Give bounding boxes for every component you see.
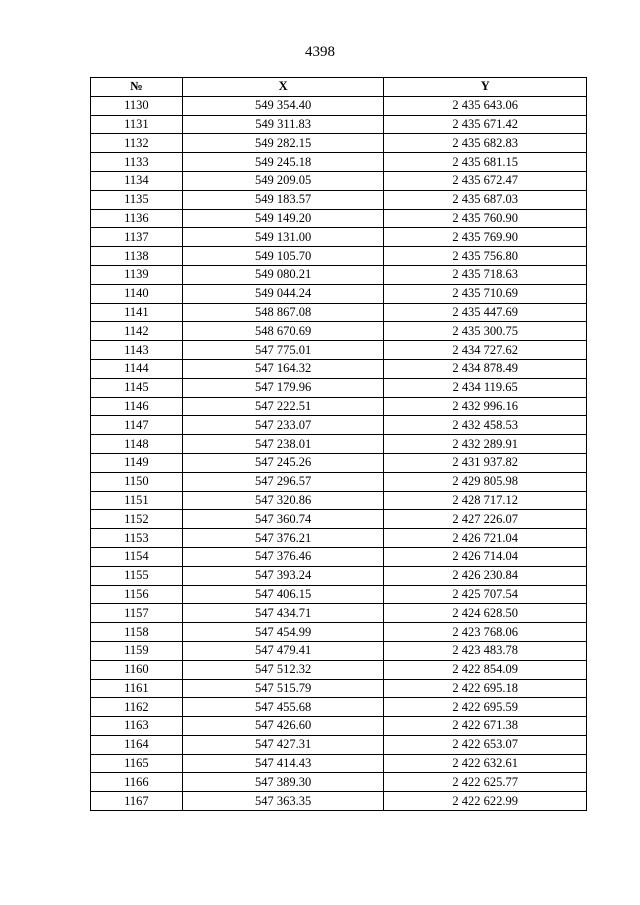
cell-x: 547 179.96 [182,378,384,397]
cell-y: 2 422 695.59 [384,698,587,717]
cell-number: 1133 [91,153,183,172]
cell-number: 1164 [91,735,183,754]
table-row [91,510,587,529]
cell-y: 2 422 854.09 [384,660,587,679]
cell-y: 2 435 681.15 [384,153,587,172]
cell-x: 547 426.60 [182,717,384,736]
table-row [91,679,587,698]
cell-number: 1147 [91,416,183,435]
cell-number: 1157 [91,604,183,623]
cell-number: 1136 [91,209,183,228]
cell-x: 547 360.74 [182,510,384,529]
table-row [91,303,587,322]
cell-number: 1158 [91,623,183,642]
cell-number: 1154 [91,547,183,566]
cell-x: 549 183.57 [182,190,384,209]
cell-x: 547 238.01 [182,435,384,454]
cell-number: 1130 [91,96,183,115]
cell-x: 547 222.51 [182,397,384,416]
table-row [91,171,587,190]
cell-x: 547 376.21 [182,529,384,548]
cell-x: 547 389.30 [182,773,384,792]
cell-y: 2 426 714.04 [384,547,587,566]
cell-x: 547 245.26 [182,453,384,472]
cell-number: 1145 [91,378,183,397]
table-row [91,247,587,266]
cell-number: 1148 [91,435,183,454]
cell-x: 549 149.20 [182,209,384,228]
table-row [91,491,587,510]
table-row [91,529,587,548]
table-row [91,322,587,341]
cell-y: 2 426 230.84 [384,566,587,585]
cell-number: 1135 [91,190,183,209]
cell-x: 547 376.46 [182,547,384,566]
table-row [91,359,587,378]
table-row [91,134,587,153]
table-row [91,698,587,717]
cell-x: 549 105.70 [182,247,384,266]
cell-y: 2 432 996.16 [384,397,587,416]
table-row [91,96,587,115]
cell-y: 2 434 878.49 [384,359,587,378]
cell-x: 547 455.68 [182,698,384,717]
cell-y: 2 422 625.77 [384,773,587,792]
cell-y: 2 432 289.91 [384,435,587,454]
cell-y: 2 435 760.90 [384,209,587,228]
table-row [91,566,587,585]
cell-y: 2 435 718.63 [384,265,587,284]
cell-y: 2 435 769.90 [384,228,587,247]
table-row [91,228,587,247]
cell-x: 549 044.24 [182,284,384,303]
table-row [91,190,587,209]
cell-x: 549 354.40 [182,96,384,115]
table-row [91,265,587,284]
table-row [91,472,587,491]
cell-number: 1151 [91,491,183,510]
cell-number: 1152 [91,510,183,529]
cell-number: 1144 [91,359,183,378]
cell-x: 547 434.71 [182,604,384,623]
cell-y: 2 426 721.04 [384,529,587,548]
cell-number: 1134 [91,171,183,190]
table-row [91,378,587,397]
cell-x: 547 393.24 [182,566,384,585]
page-number: 4398 [305,44,335,60]
cell-number: 1139 [91,265,183,284]
cell-y: 2 427 226.07 [384,510,587,529]
cell-y: 2 423 483.78 [384,641,587,660]
table-header-row [91,78,587,97]
coordinates-table [90,77,587,811]
cell-x: 547 512.32 [182,660,384,679]
cell-x: 549 080.21 [182,265,384,284]
table-row [91,153,587,172]
table-row [91,773,587,792]
cell-number: 1159 [91,641,183,660]
cell-number: 1137 [91,228,183,247]
cell-x: 548 670.69 [182,322,384,341]
table-row [91,641,587,660]
cell-number: 1150 [91,472,183,491]
cell-y: 2 424 628.50 [384,604,587,623]
table-row [91,209,587,228]
cell-y: 2 435 300.75 [384,322,587,341]
cell-x: 549 282.15 [182,134,384,153]
table-row [91,792,587,811]
cell-y: 2 434 119.65 [384,378,587,397]
cell-number: 1131 [91,115,183,134]
cell-x: 547 775.01 [182,341,384,360]
table-row [91,115,587,134]
cell-x: 549 209.05 [182,171,384,190]
cell-y: 2 422 653.07 [384,735,587,754]
table-row [91,453,587,472]
cell-x: 547 414.43 [182,754,384,773]
cell-number: 1156 [91,585,183,604]
cell-y: 2 435 756.80 [384,247,587,266]
table-row [91,754,587,773]
cell-y: 2 431 937.82 [384,453,587,472]
cell-x: 547 515.79 [182,679,384,698]
cell-x: 547 363.35 [182,792,384,811]
cell-number: 1162 [91,698,183,717]
cell-number: 1149 [91,453,183,472]
cell-number: 1132 [91,134,183,153]
cell-y: 2 422 695.18 [384,679,587,698]
cell-number: 1166 [91,773,183,792]
cell-x: 547 454.99 [182,623,384,642]
cell-number: 1167 [91,792,183,811]
table-row [91,341,587,360]
cell-y: 2 435 643.06 [384,96,587,115]
cell-x: 549 245.18 [182,153,384,172]
cell-number: 1155 [91,566,183,585]
cell-y: 2 423 768.06 [384,623,587,642]
cell-x: 547 164.32 [182,359,384,378]
cell-y: 2 428 717.12 [384,491,587,510]
table-row [91,604,587,623]
cell-y: 2 432 458.53 [384,416,587,435]
cell-number: 1153 [91,529,183,548]
table-body [91,96,587,810]
table-row [91,735,587,754]
cell-number: 1140 [91,284,183,303]
cell-number: 1138 [91,247,183,266]
cell-x: 549 131.00 [182,228,384,247]
table-row [91,585,587,604]
table-row [91,284,587,303]
cell-number: 1146 [91,397,183,416]
table-row [91,435,587,454]
table-row [91,623,587,642]
cell-y: 2 425 707.54 [384,585,587,604]
cell-x: 548 867.08 [182,303,384,322]
cell-x: 547 406.15 [182,585,384,604]
table-row [91,416,587,435]
cell-y: 2 435 682.83 [384,134,587,153]
cell-number: 1163 [91,717,183,736]
cell-y: 2 435 687.03 [384,190,587,209]
cell-y: 2 429 805.98 [384,472,587,491]
cell-y: 2 435 672.47 [384,171,587,190]
cell-number: 1165 [91,754,183,773]
cell-x: 547 233.07 [182,416,384,435]
cell-y: 2 435 671.42 [384,115,587,134]
table-row [91,397,587,416]
cell-y: 2 422 632.61 [384,754,587,773]
cell-y: 2 434 727.62 [384,341,587,360]
table-row [91,660,587,679]
cell-y: 2 422 622.99 [384,792,587,811]
cell-y: 2 435 447.69 [384,303,587,322]
table-row [91,547,587,566]
cell-x: 547 296.57 [182,472,384,491]
cell-y: 2 435 710.69 [384,284,587,303]
cell-number: 1161 [91,679,183,698]
cell-number: 1141 [91,303,183,322]
cell-x: 547 479.41 [182,641,384,660]
cell-x: 547 427.31 [182,735,384,754]
column-header-x: X [182,78,384,97]
cell-number: 1143 [91,341,183,360]
cell-y: 2 422 671.38 [384,717,587,736]
cell-number: 1142 [91,322,183,341]
column-header-y: Y [384,78,587,97]
table-row [91,717,587,736]
cell-x: 547 320.86 [182,491,384,510]
column-header-number: № [91,78,183,97]
cell-x: 549 311.83 [182,115,384,134]
cell-number: 1160 [91,660,183,679]
